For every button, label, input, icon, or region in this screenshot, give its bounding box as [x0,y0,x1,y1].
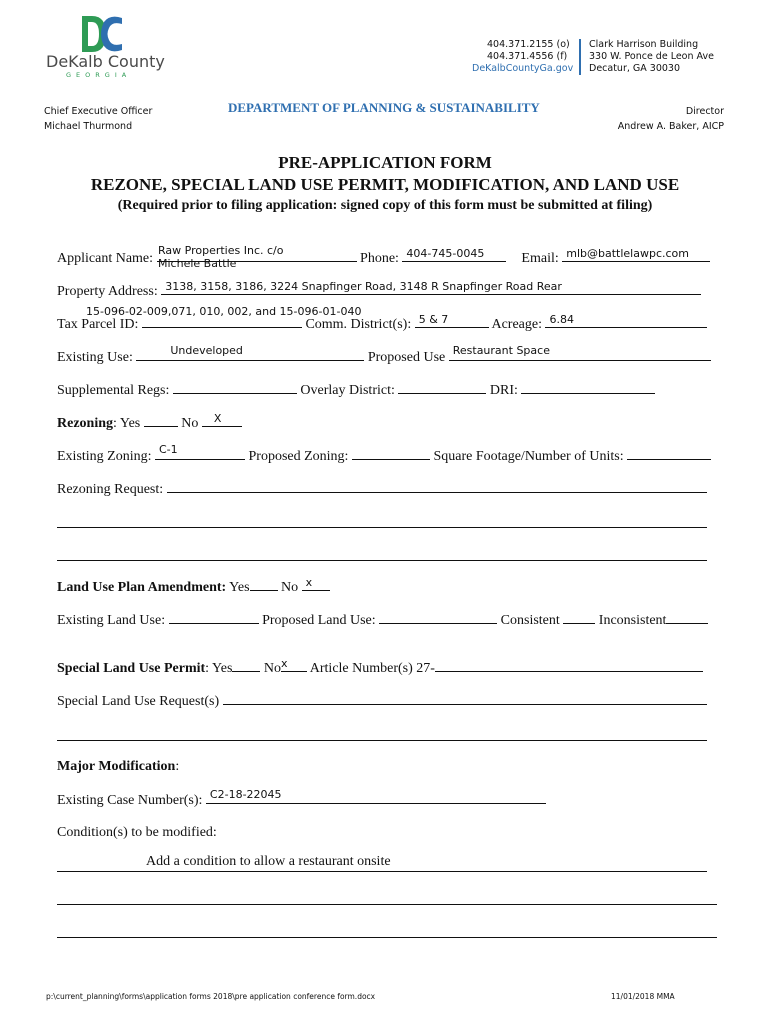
lupa-label: Land Use Plan Amendment: [57,580,227,595]
conditions-label: Condition(s) to be modified: [57,825,217,840]
lupa-no-value: x [305,576,313,589]
existing-zoning-field[interactable] [155,443,245,460]
sqft-field[interactable] [627,448,711,460]
article-field[interactable] [435,660,703,672]
supp-regs-field[interactable] [173,382,297,394]
major-mod-heading: Major Modification: [57,759,180,774]
rezoning-request-field[interactable] [167,481,707,493]
phone-label: Phone: [360,251,399,266]
address-line-1: Clark Harrison Building [589,39,699,50]
conditions-line-3[interactable] [57,937,717,938]
form-title: PRE-APPLICATION FORM [278,153,492,172]
existing-land-use-label: Existing Land Use: [57,613,166,628]
form-instruction: (Required prior to filing application: signed copy of this form must be submitted at filing) [117,198,653,213]
rezoning-no-value: X [213,412,222,425]
case-number-value: C2-18-22045 [209,788,282,801]
slup-request-line-2[interactable] [57,740,707,741]
parcel-value: 15-096-02-009,071, 010, 002, and 15-096-01-040 [86,305,362,318]
proposed-use-value: Restaurant Space [452,344,550,357]
proposed-use-label: Proposed Use [367,350,446,365]
contact-website[interactable]: DeKalbCountyGa.gov [472,63,574,74]
article-label: Article Number(s) 27- [309,661,435,676]
case-number-field[interactable] [206,788,546,804]
conditions-value: Add a condition to allow a restaurant onsite [146,854,391,869]
inconsistent-field[interactable] [666,612,708,624]
rezoning-request-label: Rezoning Request: [57,482,164,497]
address-row [57,280,701,300]
address-line-2: 330 W. Ponce de Leon Ave [589,51,714,62]
lupa-yes-label: Yes [229,580,250,595]
overlay-field[interactable] [398,382,486,394]
major-mod-label: Major Modification [57,759,176,774]
district-field[interactable] [415,313,489,328]
existing-zoning-value: C-1 [159,443,178,456]
address-field[interactable] [161,280,701,295]
phone-value: 404-745-0045 [406,247,485,260]
conditions-line-2[interactable] [57,904,717,905]
ceo-title: Chief Executive Officer [44,106,153,117]
slup-request-label: Special Land Use Request(s) [57,694,220,709]
applicant-row [57,247,710,267]
slup-request-row [57,693,707,710]
dri-field[interactable] [521,382,655,394]
consistent-field[interactable] [563,612,595,624]
acreage-value: 6.84 [549,313,574,326]
overlay-label: Overlay District: [300,383,395,398]
inconsistent-label: Inconsistent [598,613,667,628]
department-name: DEPARTMENT OF PLANNING & SUSTAINABILITY [228,100,540,115]
district-value: 5 & 7 [418,313,449,326]
contact-phone: 404.371.2155 (o) [487,39,570,50]
slup-request-field[interactable] [223,693,707,705]
slup-yes-label: Yes [212,661,233,676]
lupa-no-field[interactable] [302,576,330,591]
slup-no-label: No [263,661,282,676]
rezoning-request-line-2[interactable] [57,527,707,528]
dri-label: DRI: [489,383,518,398]
conditions-line-1[interactable] [57,871,707,872]
rezoning-request-row [57,481,707,498]
rezoning-yes-label: Yes [119,416,141,431]
proposed-use-field[interactable] [449,344,711,361]
applicant-value: Raw Properties Inc. c/o Michele Battle [158,244,284,270]
footer-date: 11/01/2018 MMA [611,992,675,1001]
land-use-row [57,612,708,629]
rezoning-yes-field[interactable] [144,415,178,427]
rezoning-no-field[interactable] [202,412,242,427]
rezoning-request-line-3[interactable] [57,560,707,561]
contact-divider [579,39,581,75]
address-value: 3138, 3158, 3186, 3224 Snapfinger Road, 3148 R Snapfinger Road Rear [165,280,562,293]
address-label: Property Address: [57,284,158,299]
slup-row: Special Land Use Permit: Yes No x Article Number(s) 27- [57,660,703,677]
email-field[interactable] [562,247,710,262]
existing-use-field[interactable] [136,344,364,361]
existing-land-use-field[interactable] [169,612,259,624]
rezoning-row: Rezoning: Yes No X [57,415,242,432]
slup-yes-field[interactable] [232,660,260,672]
rezoning-label: Rezoning [57,416,113,431]
logo-state-name: GEORGIA [66,71,132,79]
existing-zoning-label: Existing Zoning: [57,449,152,464]
address-line-3: Decatur, GA 30030 [589,63,680,74]
slup-no-field[interactable] [281,657,307,672]
supp-row [57,382,655,399]
case-number-label: Existing Case Number(s): [57,793,203,808]
director-title: Director [685,106,724,117]
consistent-label: Consistent [500,613,560,628]
parcel-field[interactable] [142,316,302,328]
zoning-row [57,443,711,465]
acreage-field[interactable] [545,313,707,328]
existing-use-label: Existing Use: [57,350,133,365]
logo-mark-icon [80,14,124,54]
applicant-label: Applicant Name: [57,251,154,266]
form-subtitle: REZONE, SPECIAL LAND USE PERMIT, MODIFICATION, AND LAND USE [90,175,680,194]
logo-county-name: DeKalb County [46,52,165,71]
email-value: mlb@battlelawpc.com [566,247,689,260]
parcel-row [57,313,707,333]
ceo-name: Michael Thurmond [44,121,133,132]
case-number-row [57,788,546,809]
supp-regs-label: Supplemental Regs: [57,383,170,398]
slup-no-value: x [281,657,288,670]
phone-field[interactable] [402,247,506,262]
sqft-label: Square Footage/Number of Units: [433,449,624,464]
proposed-land-use-field[interactable] [379,612,497,624]
proposed-zoning-field[interactable] [352,448,430,460]
email-label: Email: [521,251,559,266]
lupa-no-label: No [281,580,299,595]
proposed-land-use-label: Proposed Land Use: [262,613,376,628]
use-row [57,344,711,366]
proposed-zoning-label: Proposed Zoning: [248,449,349,464]
district-label: Comm. District(s): [305,317,412,332]
footer-file-path: p:\current_planning\forms\application forms 2018\pre application conference form.docx [46,992,376,1001]
acreage-label: Acreage: [491,317,542,332]
rezoning-no-label: No [181,416,199,431]
logo-mark [80,14,124,54]
existing-use-value: Undeveloped [170,344,243,357]
parcel-label: Tax Parcel ID: [57,317,139,332]
lupa-row [57,576,330,596]
contact-fax: 404.371.4556 (f) [487,51,568,62]
director-name: Andrew A. Baker, AICP [617,121,724,132]
slup-label: Special Land Use Permit [57,661,206,676]
lupa-yes-field[interactable] [250,579,278,591]
